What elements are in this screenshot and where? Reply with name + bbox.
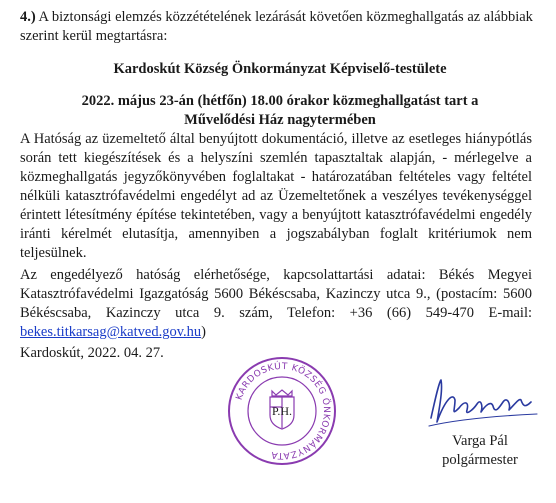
document-date: Kardoskút, 2022. 04. 27. [20,345,164,361]
meeting-heading [20,92,540,130]
meeting-heading-line1: 2022. május 23-án (hétfőn) 18.00 órakor közmeghallgatást tart a [81,93,479,109]
municipal-seal-icon [226,355,338,467]
meeting-heading-line2: Művelődési Ház nagytermében [184,112,376,128]
intro-text: A biztonsági elemzés közzétételének lezárását követően közmeghallgatás az alábbiak szerint kerül megtartásra: [20,9,533,44]
authority-decision-paragraph: A Hatóság az üzemeltető által benyújtott dokumentáció, illetve az esetleges hiánypótlás során tett kiegészítések és a helyszíni szemlén tapasztaltak alapján, - mérlegelve a közmeghallgatás jegyzőkönyvében foglaltakat - határozatában feltételes vagy feltétel nélküli katasztrófavédelmi engedélyt ad az Üzemeltetőnek a veszélyes tevékenységgel érintett létesítmény építése tekintetében, vagy a benyújtott katasztrófavédelmi engedély iránti kérelmét elutasítja, amennyiben a jogszabályban foglalt kritériumok nem teljesülnek. [20,131,532,261]
signer-block [420,432,540,470]
contact-tail: ) [201,324,206,340]
contact-text: Az engedélyező hatóság elérhetősége, kapcsolattartási adatai: Békés Megyei Katasztrófavédelmi Igazgatóság 5600 Békéscsaba, Kazinczy utca 9., (postacím: 5600 Békéscsaba, Kazinczy utca 9. szám, Telefon: +36 (66) 549-470 E-mail: [20,267,532,321]
council-heading: Kardoskút Község Önkormányzat Képviselő-testülete [113,61,447,77]
signature-icon [425,370,545,440]
seal-text: KARDOSKÚT KÖZSÉG ÖNKORMÁNYZATA [234,361,332,461]
intro-paragraph [20,8,540,46]
section-number: 4.) [20,9,36,25]
contact-paragraph [20,266,532,342]
email-link[interactable]: bekes.titkarsag@katved.gov.hu [20,324,202,340]
signer-name: Varga Pál [452,433,508,449]
signer-title: polgármester [442,452,518,468]
ph-label: P.H. [271,404,293,418]
